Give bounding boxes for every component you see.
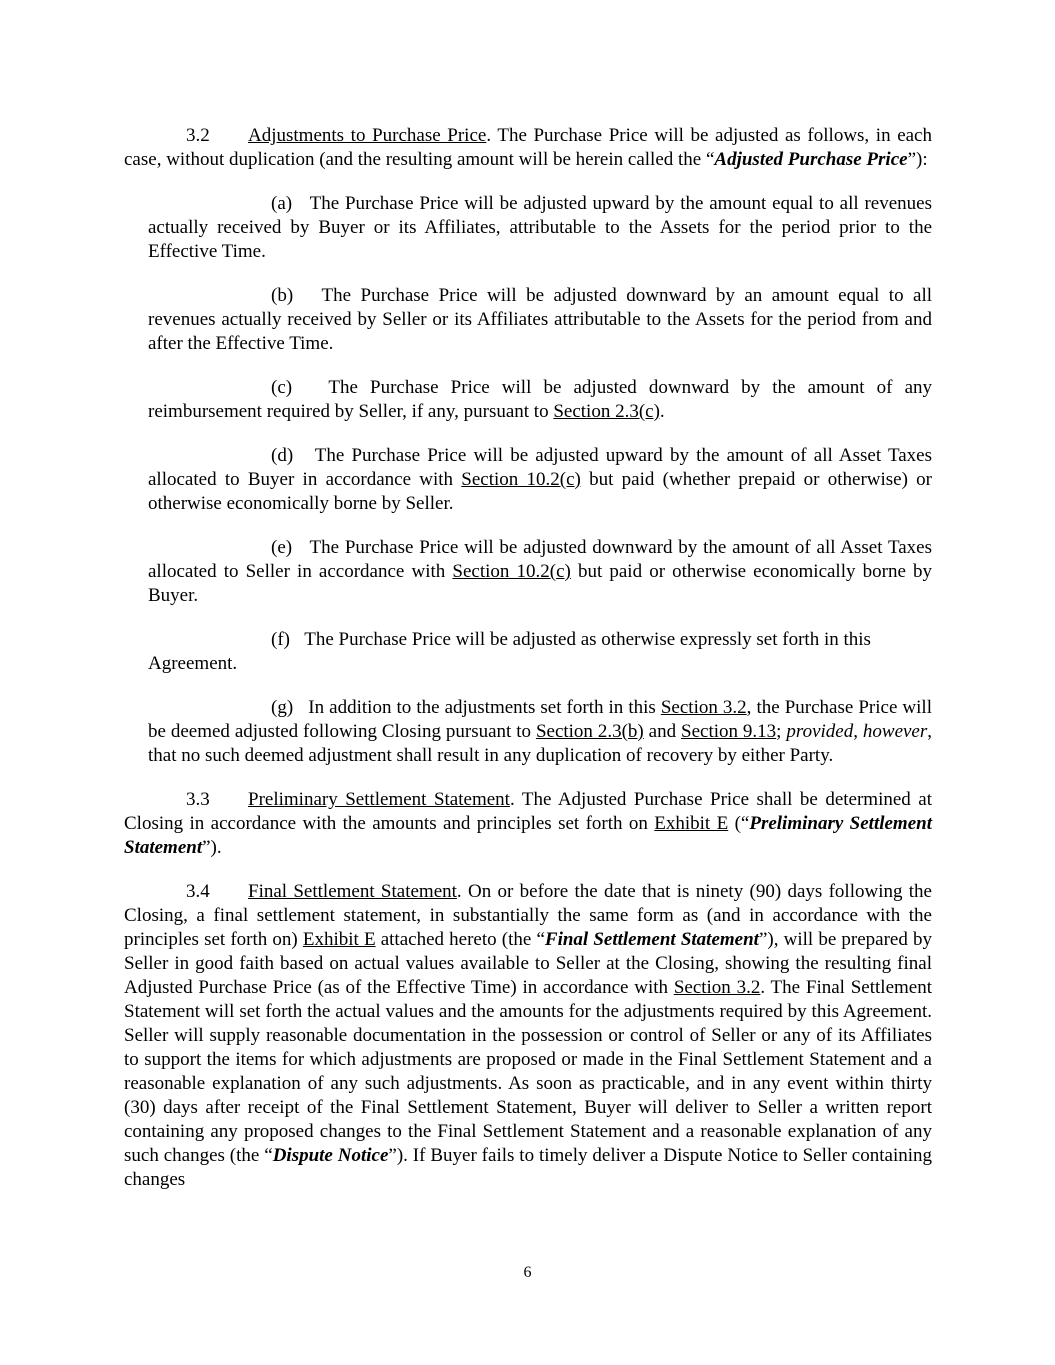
defined-term: Final Settlement Statement bbox=[544, 929, 759, 950]
section-heading: Adjustments to Purchase Price bbox=[248, 125, 487, 146]
section-reference: Section 3.2 bbox=[660, 697, 747, 718]
clause-c: (c) The Purchase Price will be adjusted downward by the amount of any reimbursement required by Seller, if any, pursuant to Section 2.3(c). bbox=[148, 377, 933, 422]
clause-f: (f) The Purchase Price will be adjusted as otherwise expressly set forth in this Agreement. bbox=[148, 629, 871, 674]
exhibit-reference: Exhibit E bbox=[302, 929, 376, 950]
exhibit-reference: Exhibit E bbox=[654, 813, 729, 834]
clause-label: (g) bbox=[271, 697, 294, 718]
section-reference: Section 2.3(b) bbox=[535, 721, 644, 742]
clause-b: (b) The Purchase Price will be adjusted downward by an amount equal to all revenues actually received by Seller or its Affiliates attributable to the Assets for the period from and after the Effective Time. bbox=[148, 285, 933, 354]
italic-term: however bbox=[862, 721, 928, 742]
section-reference: Section 9.13 bbox=[681, 721, 777, 742]
section-number: 3.2 bbox=[186, 125, 210, 146]
clause-label: (a) bbox=[271, 193, 293, 214]
section-3-4: 3.4 Final Settlement Statement. On or before the date that is ninety (90) days following the Closing, a final settlement statement, in substantially the same form as (and in accordance with the principles set forth on) Exhibit E attached hereto (the “Final Settlement Statement”), will be prepared by Seller in good faith based on actual values available to Seller at the Closing, showing the resulting final Adjusted Purchase Price (as of the Effective Time) in accordance with Section 3.2. The Final Settlement Statement will set forth the actual values and the amounts for the adjustments required by this Agreement. Seller will supply reasonable documentation in the possession or control of Seller or any of its Affiliates to support the items for which adjustments are proposed or made in the Final Settlement Statement and a reasonable explanation of any such adjustments. As soon as practicable, and in any event within thirty (30) days after receipt of the Final Settlement Statement, Buyer will deliver to Seller a written report containing any proposed changes to the Final Settlement Statement and a reasonable explanation of any such changes (the “Dispute Notice”). If Buyer fails to timely deliver a Dispute Notice to Seller containing changes bbox=[124, 881, 932, 1190]
section-reference: Section 3.2 bbox=[673, 977, 761, 998]
section-number: 3.4 bbox=[186, 881, 210, 902]
clause-label: (e) bbox=[271, 537, 293, 558]
clause-label: (b) bbox=[271, 285, 294, 306]
defined-term: Adjusted Purchase Price bbox=[714, 149, 908, 170]
italic-term: provided bbox=[786, 721, 854, 742]
page-number: 6 bbox=[523, 1264, 532, 1281]
section-reference: Section 10.2(c) bbox=[461, 469, 581, 490]
section-heading: Final Settlement Statement bbox=[248, 881, 457, 902]
section-number: 3.3 bbox=[186, 789, 210, 810]
clause-a: (a) The Purchase Price will be adjusted upward by the amount equal to all revenues actually received by Buyer or its Affiliates, attributable to the Assets for the period prior to the Effective Time. bbox=[148, 193, 933, 262]
defined-term: Preliminary Settlement Statement bbox=[124, 813, 932, 858]
clause-label: (f) bbox=[271, 629, 290, 650]
section-reference: Section 10.2(c) bbox=[452, 561, 571, 582]
document-page bbox=[124, 124, 932, 1192]
clause-g: (g) In addition to the adjustments set forth in this Section 3.2, the Purchase Price will be deemed adjusted following Closing pursuant to Section 2.3(b) and Section 9.13; provided, however, that no such deemed adjustment shall result in any duplication of recovery by either Party. bbox=[148, 697, 933, 766]
section-heading: Preliminary Settlement Statement bbox=[248, 789, 510, 810]
clause-e: (e) The Purchase Price will be adjusted downward by the amount of all Asset Taxes allocated to Seller in accordance with Section 10.2(c) but paid or otherwise economically borne by Buyer. bbox=[148, 537, 932, 606]
clause-label: (c) bbox=[271, 377, 293, 398]
section-3-2: 3.2 Adjustments to Purchase Price. The Purchase Price will be adjusted as follows, in each case, without duplication (and the resulting amount will be herein called the “Adjusted Purchase Price”): bbox=[124, 125, 932, 170]
section-reference: Section 2.3(c) bbox=[553, 401, 660, 422]
defined-term: Dispute Notice bbox=[272, 1145, 389, 1166]
clause-label: (d) bbox=[271, 445, 294, 466]
clause-d: (d) The Purchase Price will be adjusted upward by the amount of all Asset Taxes allocated to Buyer in accordance with Section 10.2(c) but paid (whether prepaid or otherwise) or otherwise economically borne by Seller. bbox=[148, 445, 933, 514]
section-3-3: 3.3 Preliminary Settlement Statement. The Adjusted Purchase Price shall be determined at Closing in accordance with the amounts and principles set forth on Exhibit E (“Preliminary Settlement Statement”). bbox=[124, 789, 932, 858]
